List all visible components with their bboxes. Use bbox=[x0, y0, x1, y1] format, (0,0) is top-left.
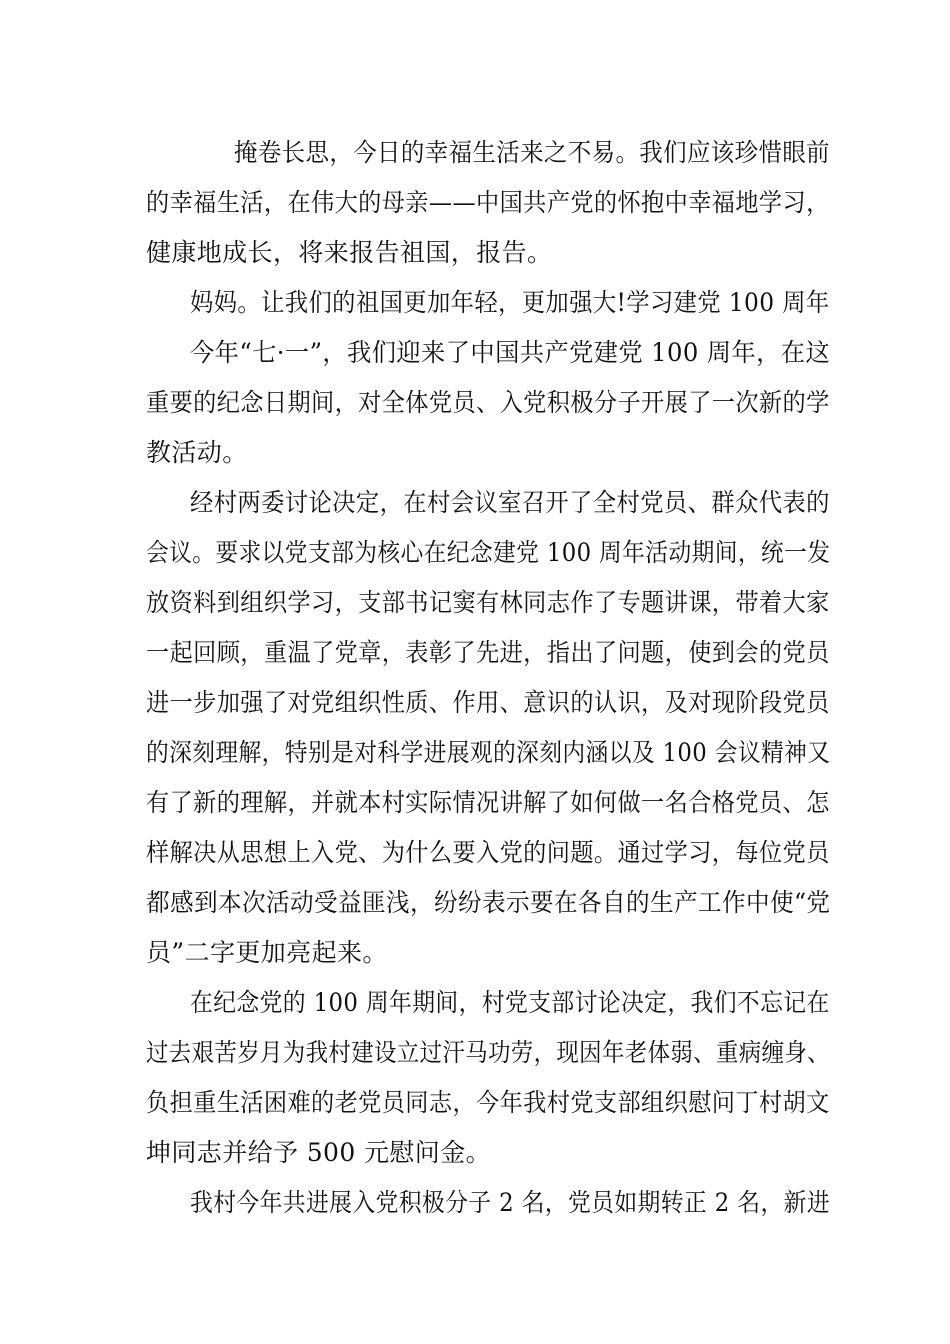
text-line: 放资料到组织学习，支部书记窦有林同志作了专题讲课，带着大家 bbox=[146, 588, 830, 617]
text-line: 我村今年共进展入党积极分子 2 名，党员如期转正 2 名，新进 bbox=[190, 1188, 831, 1217]
text-line: 都感到本次活动受益匪浅，纷纷表示要在各自的生产工作中使“党 bbox=[146, 888, 831, 917]
text-line: 教活动。 bbox=[146, 438, 248, 467]
text-line: 员”二字更加亮起来。 bbox=[146, 938, 388, 967]
text-line: 过去艰苦岁月为我村建设立过汗马功劳，现因年老体弱、重病缠身、 bbox=[146, 1038, 830, 1067]
text-line: 掩卷长思，今日的幸福生活来之不易。我们应该珍惜眼前 bbox=[234, 138, 831, 167]
text-line: 样解决从思想上入党、为什么要入党的问题。通过学习，每位党员 bbox=[146, 838, 830, 867]
text-line: 坤同志并给予 500 元慰问金。 bbox=[146, 1138, 492, 1167]
text-line: 负担重生活困难的老党员同志，今年我村党支部组织慰问丁村胡文 bbox=[146, 1088, 830, 1117]
text-line: 重要的纪念日期间，对全体党员、入党积极分子开展了一次新的学 bbox=[146, 388, 830, 417]
text-line: 有了新的理解，并就本村实际情况讲解了如何做一名合格党员、怎 bbox=[146, 788, 830, 817]
text-line: 的幸福生活，在伟大的母亲——中国共产党的怀抱中幸福地学习， bbox=[146, 188, 830, 217]
text-line: 经村两委讨论决定，在村会议室召开了全村党员、群众代表的 bbox=[190, 488, 830, 517]
text-line: 的深刻理解，特别是对科学进展观的深刻内涵以及 100 会议精神又 bbox=[146, 738, 831, 767]
text-line: 健康地成长，将来报告祖国，报告。 bbox=[146, 238, 553, 267]
text-line: 在纪念党的 100 周年期间，村党支部讨论决定，我们不忘记在 bbox=[190, 988, 830, 1017]
text-line: 今年“七·一”，我们迎来了中国共产党建党 100 周年，在这 bbox=[190, 338, 831, 367]
text-line: 会议。要求以党支部为核心在纪念建党 100 周年活动期间，统一发 bbox=[146, 538, 831, 567]
text-line: 妈妈。让我们的祖国更加年轻，更加强大!学习建党 100 周年 bbox=[190, 288, 830, 317]
text-line: 一起回顾，重温了党章，表彰了先进，指出了问题，使到会的党员 bbox=[146, 638, 830, 667]
text-line: 进一步加强了对党组织性质、作用、意识的认识，及对现阶段党员 bbox=[146, 688, 830, 717]
